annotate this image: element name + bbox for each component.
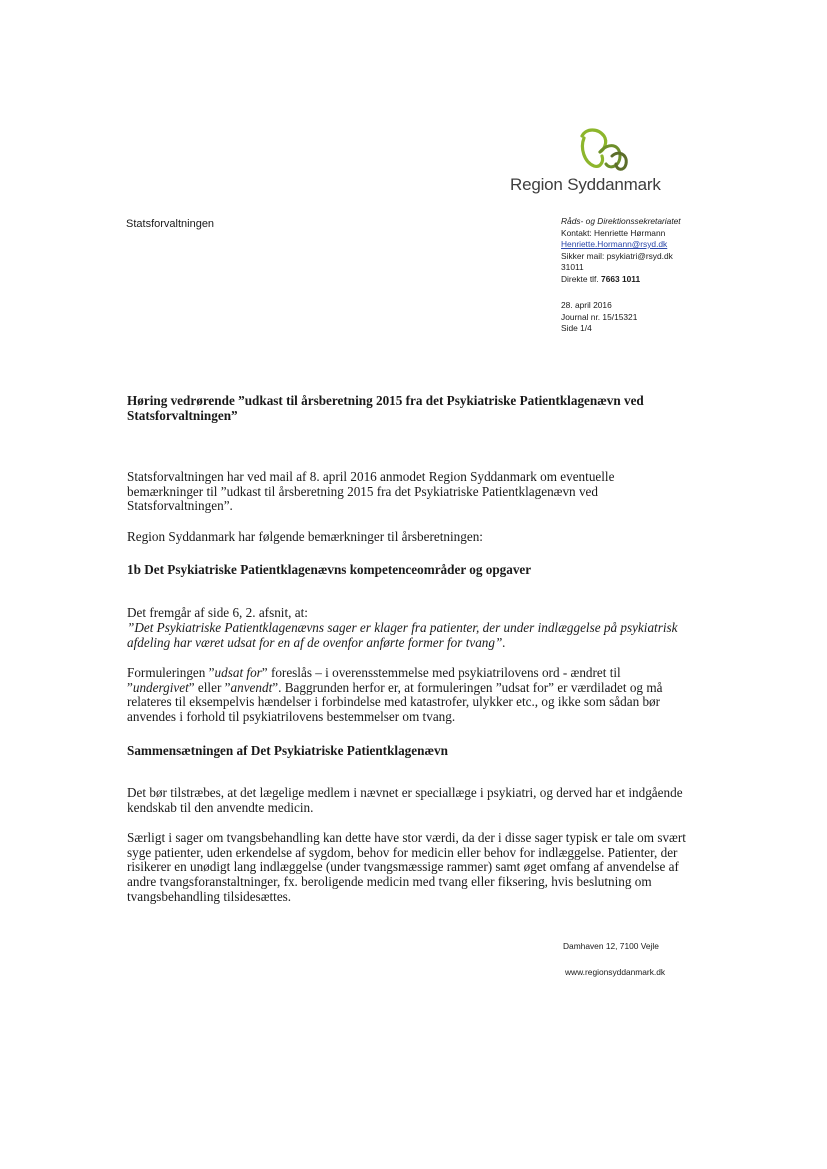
section-1-lead: Det fremgår af side 6, 2. afsnit, at: [127, 605, 308, 621]
footer-website[interactable]: www.regionsyddanmark.dk [565, 967, 666, 977]
p2-f: anvendt [230, 679, 273, 695]
document-meta [561, 300, 637, 335]
meta-date: 28. april 2016 [561, 300, 612, 310]
sender-direct-phone [561, 274, 681, 286]
p2-d: undergivet [132, 679, 189, 695]
section-2-paragraph-2: Særligt i sager om tvangsbehandling kan dette have stor værdi, da der i disse sager typisk er tale om svært syge patienter, uden erkendelse af sygdom, behov for medicin eller behov for indlæggelse. Patienter, der risikerer en unødigt lang indlæggelse (under tvangsmæssige rammer) samt øget omfang af anvendelse af andre tvangsforanstaltninger, fx. beroligende medicin med tvang eller fiksering, hvis beslutning om tvangsbehandling tilsidesættes. [127, 830, 686, 904]
sender-secure-mail: Sikker mail: psykiatri@rsyd.dk [561, 250, 673, 261]
sender-department: Råds- og Direktionssekretariatet [561, 216, 681, 226]
region-syddanmark-logo [506, 126, 661, 198]
section-2-heading: Sammensætningen af Det Psykiatriske Patientklagenævn [127, 743, 448, 758]
p2-c: ” foreslås – i overensstemmelse med psykiatrilovens ord - ændret til ” [127, 665, 621, 695]
footer-address: Damhaven 12, 7100 Vejle [563, 941, 659, 951]
intro-paragraph-2: Region Syddanmark har følgende bemærkninger til årsberetningen: [127, 529, 483, 545]
section-1-quote: ”Det Psykiatriske Patientklagenævns sager er klager fra patienter, der under indlæggelse på psykiatrisk afdeling har været udsat for en af de ovenfor anførte former for tvang”. [127, 620, 678, 650]
p2-g: ”. Baggrunden herfor er, at formuleringen ”udsat for” er værdiladet og må relateres til eksempelvis hændelser i forbindelse med katastrofer, ulykker etc., og ikke som sådan bør anvendes i forhold til psykiatrilovens bestemmelser om tvang. [127, 679, 663, 724]
section-1-paragraph [127, 666, 687, 724]
p2-b: udsat for [214, 665, 262, 681]
p2-a: Formuleringen ” [127, 665, 215, 681]
document-title: Høring vedrørende ”udkast til årsberetning 2015 fra det Psykiatriske Patientklagenævn ved Statsforvaltningen” [127, 393, 644, 423]
intro-paragraph: Statsforvaltningen har ved mail af 8. april 2016 anmodet Region Syddanmark om eventuelle bemærkninger til ”udkast til årsberetning 2015 fra det Psykiatriske Patientklagenævn ved Statsforvaltningen”. [127, 469, 615, 514]
sender-ean: 31011 [561, 262, 584, 272]
region-logo-icon [570, 126, 634, 178]
section-1-heading: 1b Det Psykiatriske Patientklagenævns kompetenceområder og opgaver [127, 562, 532, 577]
meta-page: Side 1/4 [561, 323, 592, 333]
sender-email-link[interactable]: Henriette.Hormann@rsyd.dk [561, 239, 668, 249]
section-2-paragraph-1: Det bør tilstræbes, at det lægelige medlem i nævnet er speciallæge i psykiatri, og derved har et indgående kendskab til den anvendte medicin. [127, 785, 683, 815]
p2-e: ” eller ” [188, 679, 231, 695]
meta-journal: Journal nr. 15/15321 [561, 311, 638, 322]
recipient: Statsforvaltningen [126, 218, 215, 230]
direct-phone-label: Direkte tlf. [561, 273, 599, 284]
sender-block [561, 216, 681, 285]
logo-text: Region Syddanmark [510, 175, 661, 194]
direct-phone-number: 7663 1011 [601, 273, 641, 284]
sender-contact: Kontakt: Henriette Hørmann [561, 227, 666, 238]
